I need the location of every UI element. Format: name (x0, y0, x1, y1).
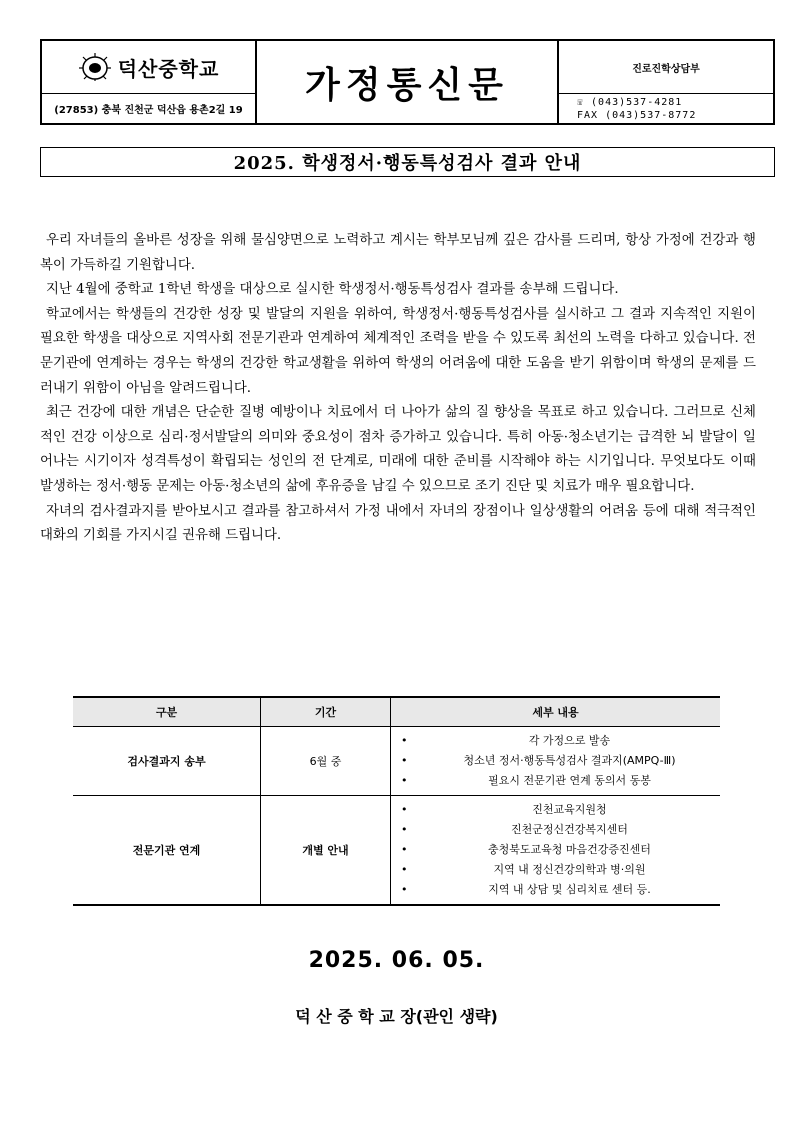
body-paragraph: 최근 건강에 대한 개념은 단순한 질병 예방이나 치료에서 더 나아가 삶의 질 향상을 목표로 하고 있습니다. 그러므로 신체적인 건강 이상으로 심리·정서발달의 의미와 중요성이 점차 증가하고 있습니다. 특히 아동·청소년기는 급격한 뇌 발달이 일어나는 시기이자 성격특성이 확립되는 성인의 전 단계로, 미래에 대한 준비를 시작해야 하는 시기입니다. 무엇보다도 이때 발생하는 정서·행동 문제는 아동·청소년의 삶에 후유증을 남길 수 있으므로 조기 진단 및 치료가 매우 필요합니다. (40, 405, 756, 494)
contact-numbers (559, 94, 773, 123)
header-contact-block (559, 41, 773, 123)
body-paragraph: 우리 자녀들의 올바른 성장을 위해 물심양면으로 노력하고 계시는 학부모님께 깊은 감사를 드리며, 항상 가정에 건강과 행복이 가득하길 기원합니다. (40, 233, 756, 273)
row-period: 개별 안내 (261, 796, 391, 906)
table-row (73, 727, 720, 796)
school-logo-row (42, 41, 255, 94)
page-title: 가정통신문 (305, 64, 509, 106)
school-emblem-icon (78, 52, 112, 82)
list-item: • 지역 내 상담 및 심리치료 센터 등. (399, 880, 720, 900)
body-paragraph: 자녀의 검사결과지를 받아보시고 결과를 참고하셔서 가정 내에서 자녀의 장점이나 일상생활의 어려움 등에 대해 적극적인 대화의 기회를 가지시길 권유해 드립니다. (40, 503, 756, 544)
list-item: • 충청북도교육청 마음건강증진센터 (399, 840, 720, 860)
list-item: • 진천교육지원청 (399, 800, 720, 820)
schedule-table (73, 696, 720, 906)
list-item: • 지역 내 정신건강의학과 병·의원 (399, 860, 720, 880)
list-item: • 필요시 전문기관 연계 동의서 동봉 (399, 771, 720, 791)
column-header: 기간 (261, 697, 391, 727)
row-period: 6월 중 (261, 727, 391, 796)
signer-line: 덕 산 중 학 교 장(관인 생략) (295, 1007, 498, 1026)
table-header-row (73, 697, 720, 727)
header-title-block (257, 41, 559, 123)
list-item: • 진천군정신건강복지센터 (399, 820, 720, 840)
issue-date: 2025. 06. 05. (308, 948, 485, 973)
table-row (73, 796, 720, 906)
department-name: 진로진학상담부 (559, 41, 773, 94)
body-paragraph: 학교에서는 학생들의 건강한 성장 및 발달의 지원을 위하여, 학생정서·행동특성검사를 실시하고 그 결과 지속적인 지원이 필요한 학생을 대상으로 지역사회 전문기관과 연계하여 체계적인 조력을 받을 수 있도록 최선의 노력을 다하고 있습니다. 전문기관에 연계하는 경우는 학생의 건강한 학교생활을 위하여 학생의 어려움에 대한 도움을 받기 위함이며 학생의 문제를 드러내기 위함이 아님을 알려드립니다. (40, 306, 756, 396)
phone-number: ☏ (043)537-4281 (577, 96, 683, 108)
row-category: 검사결과지 송부 (73, 727, 261, 796)
letter-header (40, 39, 775, 125)
column-header: 구분 (73, 697, 261, 727)
list-item: • 각 가정으로 발송 (399, 731, 720, 751)
list-item: • 청소년 정서·행동특성검사 결과지(AMPQ-Ⅲ) (399, 751, 720, 771)
fax-number: FAX (043)537-8772 (577, 109, 697, 121)
school-name: 덕산중학교 (117, 56, 220, 81)
row-details (391, 796, 721, 906)
row-category: 전문기관 연계 (73, 796, 261, 906)
column-header: 세부 내용 (391, 697, 721, 727)
letter-body (40, 229, 756, 549)
subject-title: 2025. 학생정서·행동특성검사 결과 안내 (40, 147, 775, 177)
row-details (391, 727, 721, 796)
school-address: (27853) 충북 진천군 덕산읍 용촌2길 19 (54, 105, 243, 116)
header-school-block (42, 41, 257, 123)
body-paragraph: 지난 4월에 중학교 1학년 학생을 대상으로 실시한 학생정서·행동특성검사 결과를 송부해 드립니다. (46, 282, 619, 298)
